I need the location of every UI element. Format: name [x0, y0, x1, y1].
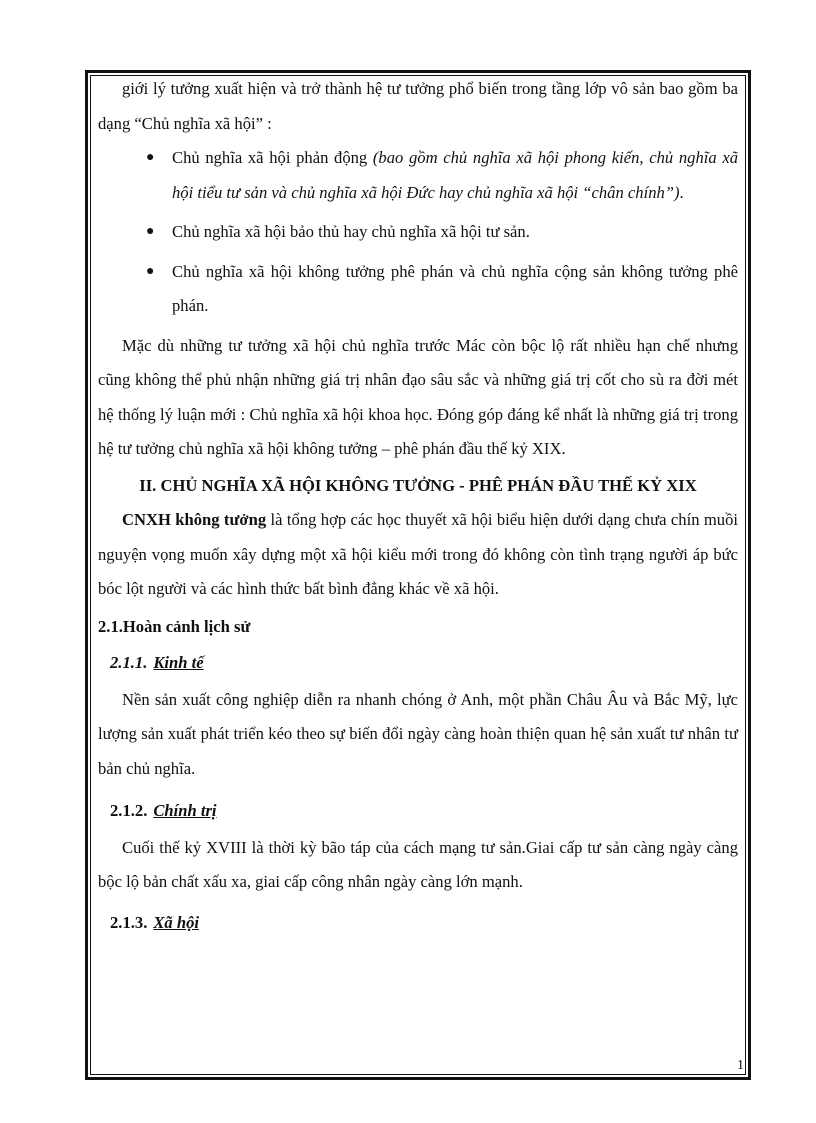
intro-paragraph: giới lý tưởng xuất hiện và trở thành hệ tư tưởng phổ biến trong tầng lớp vô sản bao gồm ba dạng “Chủ nghĩa xã hội” :	[98, 79, 738, 133]
sub-item-number: 2.1.3.	[110, 912, 148, 932]
list-item-text: Chủ nghĩa xã hội phản động	[172, 148, 373, 167]
bullet-icon: ●	[146, 150, 155, 165]
list-item-italic-note: (bao gồm chủ nghĩa xã hội phong kiến, chủ nghĩa xã hội tiểu tư sản và chủ nghĩa xã hội Đức hay chủ nghĩa xã hội “chân chính”)	[172, 148, 738, 202]
section-heading: II. CHỦ NGHĨA XÃ HỘI KHÔNG TƯỞNG - PHÊ PHÁN ĐẦU THẾ KỶ XIX	[139, 475, 697, 495]
document-body	[98, 72, 738, 942]
bullet-icon: ●	[146, 263, 155, 279]
list-item	[98, 141, 738, 210]
list-item	[98, 255, 738, 324]
sub-item-title: Chính trị	[153, 801, 217, 820]
body-paragraph: Mặc dù những tư tưởng xã hội chủ nghĩa trước Mác còn bộc lộ rất nhiều hạn chế nhưng cũng không thể phủ nhận những giá trị nhân đạo sâu sắc và những giá trị cốt cho sù ra đời mét hệ thống lý luận mới : Chủ nghĩa xã hội khoa học. Đóng góp đáng kể nhất là những giá trị trong hệ tư tưởng chủ nghĩa xã hội không tưởng – phê phán đầu thế kỷ XIX.	[98, 335, 738, 458]
sub-item-title: Xã hội	[153, 912, 199, 932]
list-item	[98, 215, 738, 250]
sub-item-heading-society	[98, 906, 738, 941]
sub-item-heading-politics	[98, 794, 738, 829]
sub-item-body: Cuối thế kỷ XVIII là thời kỳ bão táp của cách mạng tư sản.Giai cấp tư sản càng ngày càng bộc lộ bản chất xấu xa, giai cấp công nhân ngày càng lớn mạnh.	[98, 837, 738, 891]
sub-item-body: Nền sản xuất công nghiệp diễn ra nhanh chóng ở Anh, một phần Châu Âu và Bắc Mỹ, lực lượng sản xuất phát triển kéo theo sự biến đổi ngày càng hoàn thiện quan hệ sản xuất tư nhân tư bản chủ nghĩa.	[98, 689, 738, 778]
list-item-text: Chủ nghĩa xã hội bảo thủ hay chủ nghĩa xã hội tư sản.	[172, 222, 530, 241]
list-item-tail: .	[679, 182, 684, 202]
subsection-heading: 2.1.Hoàn cảnh lịch sử	[98, 616, 251, 636]
page-number: 1	[737, 1058, 744, 1073]
sub-item-number: 2.1.1.	[110, 653, 148, 672]
list-item-text: Chủ nghĩa xã hội không tưởng phê phán và chủ nghĩa cộng sản không tưởng phê phán.	[172, 261, 738, 315]
sub-item-heading-economy	[98, 646, 738, 681]
definition-term: CNXH không tưởng	[122, 510, 267, 529]
definition-paragraph	[98, 503, 738, 607]
bullet-icon: ●	[146, 224, 155, 239]
sub-item-number: 2.1.2.	[110, 801, 148, 820]
definition-text: là tổng hợp các học thuyết xã hội biểu hiện dưới dạng chưa chín muồi nguyện vọng muốn xây dựng một xã hội kiểu mới trong đó không còn tình trạng người áp bức bóc lột người và các hình thức bất bình đẳng khác về xã hội.	[98, 510, 738, 598]
socialism-types-list	[98, 141, 738, 324]
sub-item-title: Kinh tế	[153, 653, 204, 672]
